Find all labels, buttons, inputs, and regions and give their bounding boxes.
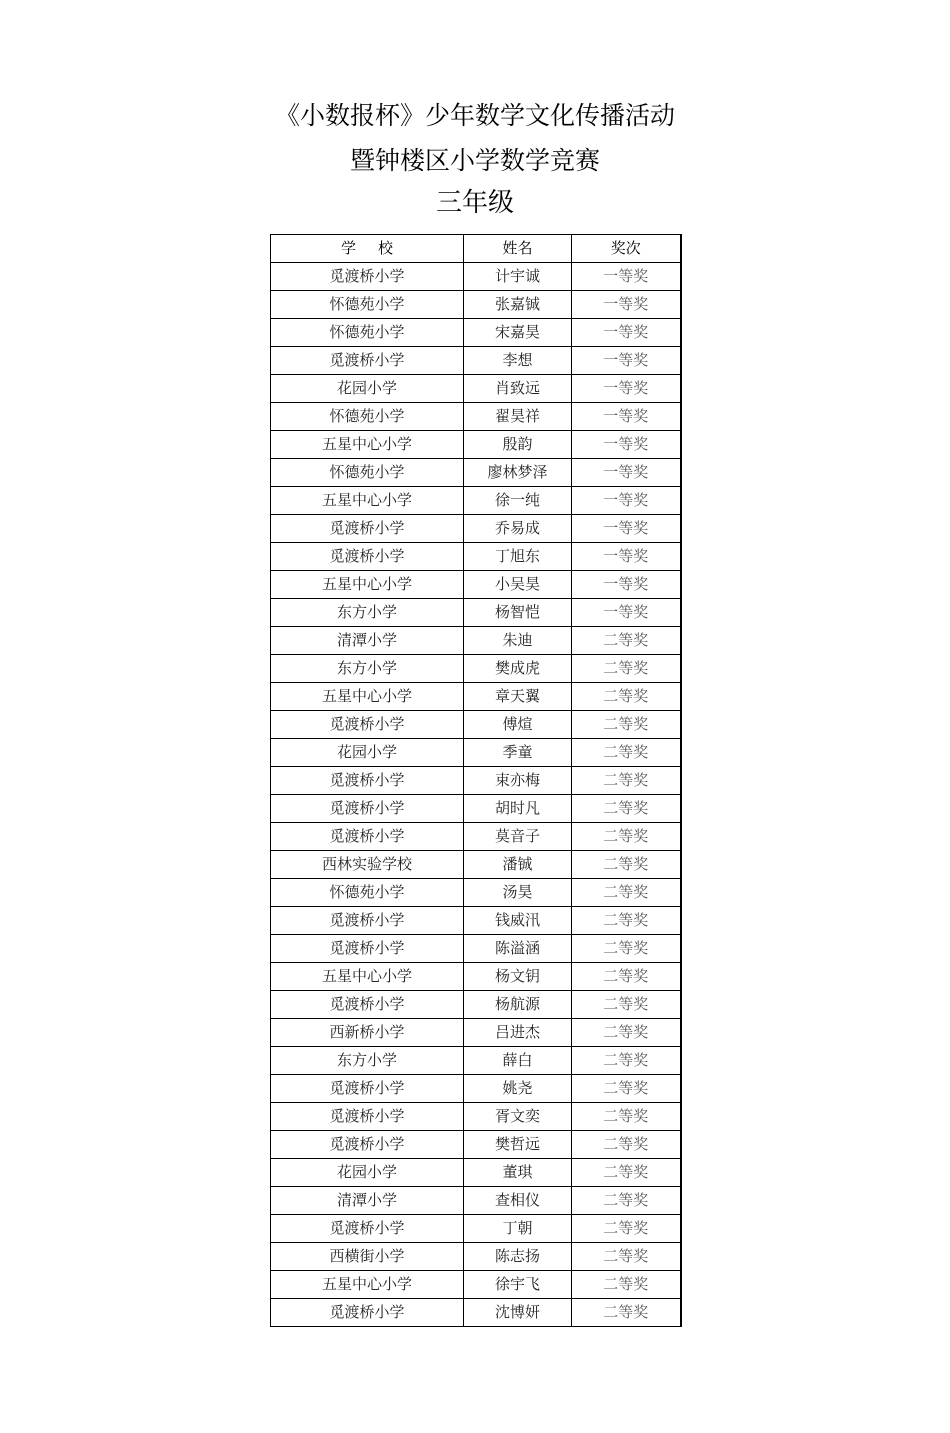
table-row bbox=[271, 599, 681, 627]
school-cell: 觅渡桥小学 bbox=[271, 935, 464, 963]
school-cell: 东方小学 bbox=[271, 655, 464, 683]
table-row bbox=[271, 1187, 681, 1215]
student-name-cell: 丁旭东 bbox=[464, 543, 572, 571]
school-cell: 西新桥小学 bbox=[271, 1019, 464, 1047]
award-cell: 二等奖 bbox=[572, 1159, 681, 1187]
school-cell: 花园小学 bbox=[271, 375, 464, 403]
school-cell: 西林实验学校 bbox=[271, 851, 464, 879]
school-cell: 五星中心小学 bbox=[271, 1271, 464, 1299]
table-row bbox=[271, 711, 681, 739]
table-row bbox=[271, 1019, 681, 1047]
school-cell: 觅渡桥小学 bbox=[271, 767, 464, 795]
student-name-cell: 薛白 bbox=[464, 1047, 572, 1075]
school-cell: 觅渡桥小学 bbox=[271, 711, 464, 739]
table-row bbox=[271, 683, 681, 711]
student-name-cell: 董琪 bbox=[464, 1159, 572, 1187]
award-cell: 二等奖 bbox=[572, 683, 681, 711]
award-cell: 一等奖 bbox=[572, 263, 681, 291]
award-cell: 二等奖 bbox=[572, 627, 681, 655]
school-cell: 五星中心小学 bbox=[271, 571, 464, 599]
table-row bbox=[271, 403, 681, 431]
award-cell: 二等奖 bbox=[572, 1187, 681, 1215]
student-name-cell: 丁朝 bbox=[464, 1215, 572, 1243]
award-cell: 二等奖 bbox=[572, 1131, 681, 1159]
school-cell: 东方小学 bbox=[271, 1047, 464, 1075]
table-row bbox=[271, 543, 681, 571]
award-cell: 一等奖 bbox=[572, 459, 681, 487]
table-body bbox=[271, 263, 681, 1327]
table-row bbox=[271, 1103, 681, 1131]
table-row bbox=[271, 795, 681, 823]
award-cell: 一等奖 bbox=[572, 571, 681, 599]
school-cell: 觅渡桥小学 bbox=[271, 263, 464, 291]
school-cell: 五星中心小学 bbox=[271, 683, 464, 711]
table-row bbox=[271, 263, 681, 291]
award-cell: 二等奖 bbox=[572, 963, 681, 991]
award-cell: 一等奖 bbox=[572, 431, 681, 459]
school-cell: 清潭小学 bbox=[271, 627, 464, 655]
student-name-cell: 钱威汛 bbox=[464, 907, 572, 935]
school-cell: 清潭小学 bbox=[271, 1187, 464, 1215]
award-cell: 二等奖 bbox=[572, 823, 681, 851]
table-row bbox=[271, 879, 681, 907]
table-row bbox=[271, 347, 681, 375]
student-name-cell: 杨智恺 bbox=[464, 599, 572, 627]
table-row bbox=[271, 459, 681, 487]
title-line-competition: 暨钟楼区小学数学竞赛 bbox=[349, 146, 600, 175]
table-row bbox=[271, 907, 681, 935]
award-results-table bbox=[270, 234, 682, 1327]
student-name-cell: 查相仪 bbox=[464, 1187, 572, 1215]
award-cell: 一等奖 bbox=[572, 599, 681, 627]
school-cell: 觅渡桥小学 bbox=[271, 907, 464, 935]
table-header bbox=[271, 235, 681, 263]
school-cell: 觅渡桥小学 bbox=[271, 823, 464, 851]
table-row bbox=[271, 963, 681, 991]
award-cell: 二等奖 bbox=[572, 935, 681, 963]
student-name-cell: 宋嘉昊 bbox=[464, 319, 572, 347]
school-cell: 怀德苑小学 bbox=[271, 403, 464, 431]
table-row bbox=[271, 1075, 681, 1103]
school-cell: 觅渡桥小学 bbox=[271, 1299, 464, 1327]
table-row bbox=[271, 291, 681, 319]
award-cell: 二等奖 bbox=[572, 767, 681, 795]
award-cell: 一等奖 bbox=[572, 319, 681, 347]
student-name-cell: 束亦梅 bbox=[464, 767, 572, 795]
school-cell: 西横街小学 bbox=[271, 1243, 464, 1271]
table-row bbox=[271, 515, 681, 543]
school-cell: 觅渡桥小学 bbox=[271, 795, 464, 823]
table-row bbox=[271, 823, 681, 851]
student-name-cell: 肖致远 bbox=[464, 375, 572, 403]
student-name-cell: 樊哲远 bbox=[464, 1131, 572, 1159]
award-cell: 二等奖 bbox=[572, 1215, 681, 1243]
award-cell: 二等奖 bbox=[572, 879, 681, 907]
student-name-cell: 季童 bbox=[464, 739, 572, 767]
table-row bbox=[271, 375, 681, 403]
school-cell: 花园小学 bbox=[271, 1159, 464, 1187]
student-name-cell: 张嘉铖 bbox=[464, 291, 572, 319]
award-cell: 二等奖 bbox=[572, 991, 681, 1019]
award-cell: 二等奖 bbox=[572, 851, 681, 879]
award-cell: 一等奖 bbox=[572, 375, 681, 403]
school-cell: 觅渡桥小学 bbox=[271, 1103, 464, 1131]
student-name-cell: 潘铖 bbox=[464, 851, 572, 879]
student-name-cell: 樊成虎 bbox=[464, 655, 572, 683]
award-cell: 二等奖 bbox=[572, 1103, 681, 1131]
award-cell: 二等奖 bbox=[572, 795, 681, 823]
table-row bbox=[271, 1131, 681, 1159]
table-row bbox=[271, 487, 681, 515]
column-header-name: 姓名 bbox=[464, 235, 572, 263]
school-cell: 东方小学 bbox=[271, 599, 464, 627]
table-row bbox=[271, 991, 681, 1019]
table-row bbox=[271, 627, 681, 655]
table-row bbox=[271, 1271, 681, 1299]
student-name-cell: 汤昊 bbox=[464, 879, 572, 907]
student-name-cell: 廖林梦泽 bbox=[464, 459, 572, 487]
column-header-school bbox=[271, 235, 464, 263]
table-row bbox=[271, 655, 681, 683]
student-name-cell: 陈溢涵 bbox=[464, 935, 572, 963]
student-name-cell: 姚尧 bbox=[464, 1075, 572, 1103]
table-row bbox=[271, 739, 681, 767]
student-name-cell: 杨文钥 bbox=[464, 963, 572, 991]
school-cell: 怀德苑小学 bbox=[271, 319, 464, 347]
school-cell: 五星中心小学 bbox=[271, 487, 464, 515]
table-row bbox=[271, 1299, 681, 1327]
school-cell: 怀德苑小学 bbox=[271, 291, 464, 319]
award-cell: 二等奖 bbox=[572, 1271, 681, 1299]
table-header-row bbox=[271, 235, 681, 263]
table-row bbox=[271, 1159, 681, 1187]
student-name-cell: 殷韵 bbox=[464, 431, 572, 459]
title-line-event: 《小数报杯》少年数学文化传播活动 bbox=[274, 101, 675, 130]
student-name-cell: 陈志扬 bbox=[464, 1243, 572, 1271]
award-cell: 一等奖 bbox=[572, 515, 681, 543]
title-line-grade: 三年级 bbox=[435, 188, 514, 218]
table-row bbox=[271, 431, 681, 459]
student-name-cell: 翟昊祥 bbox=[464, 403, 572, 431]
school-cell: 怀德苑小学 bbox=[271, 459, 464, 487]
award-cell: 二等奖 bbox=[572, 711, 681, 739]
table-row bbox=[271, 851, 681, 879]
award-cell: 一等奖 bbox=[572, 291, 681, 319]
table-row bbox=[271, 1047, 681, 1075]
student-name-cell: 朱迪 bbox=[464, 627, 572, 655]
award-cell: 二等奖 bbox=[572, 655, 681, 683]
award-cell: 一等奖 bbox=[572, 403, 681, 431]
student-name-cell: 莫音子 bbox=[464, 823, 572, 851]
student-name-cell: 章天翼 bbox=[464, 683, 572, 711]
award-cell: 二等奖 bbox=[572, 1075, 681, 1103]
student-name-cell: 胡时凡 bbox=[464, 795, 572, 823]
school-cell: 怀德苑小学 bbox=[271, 879, 464, 907]
award-cell: 二等奖 bbox=[572, 1243, 681, 1271]
table-row bbox=[271, 935, 681, 963]
student-name-cell: 沈博妍 bbox=[464, 1299, 572, 1327]
school-cell: 五星中心小学 bbox=[271, 963, 464, 991]
school-cell: 觅渡桥小学 bbox=[271, 543, 464, 571]
student-name-cell: 胥文奕 bbox=[464, 1103, 572, 1131]
table-row bbox=[271, 319, 681, 347]
column-header-school-label: 学校 bbox=[340, 239, 415, 257]
student-name-cell: 徐一纯 bbox=[464, 487, 572, 515]
school-cell: 花园小学 bbox=[271, 739, 464, 767]
student-name-cell: 杨航源 bbox=[464, 991, 572, 1019]
student-name-cell: 徐宇飞 bbox=[464, 1271, 572, 1299]
award-cell: 二等奖 bbox=[572, 1299, 681, 1327]
school-cell: 觅渡桥小学 bbox=[271, 991, 464, 1019]
award-cell: 一等奖 bbox=[572, 487, 681, 515]
award-cell: 一等奖 bbox=[572, 543, 681, 571]
table-row bbox=[271, 1215, 681, 1243]
student-name-cell: 傅煊 bbox=[464, 711, 572, 739]
school-cell: 觅渡桥小学 bbox=[271, 1075, 464, 1103]
school-cell: 觅渡桥小学 bbox=[271, 515, 464, 543]
award-cell: 一等奖 bbox=[572, 347, 681, 375]
student-name-cell: 吕进杰 bbox=[464, 1019, 572, 1047]
column-header-award: 奖次 bbox=[572, 235, 681, 263]
table-row bbox=[271, 767, 681, 795]
award-cell: 二等奖 bbox=[572, 907, 681, 935]
award-cell: 二等奖 bbox=[572, 739, 681, 767]
student-name-cell: 小吴昊 bbox=[464, 571, 572, 599]
student-name-cell: 李想 bbox=[464, 347, 572, 375]
table-row bbox=[271, 571, 681, 599]
school-cell: 觅渡桥小学 bbox=[271, 1131, 464, 1159]
school-cell: 觅渡桥小学 bbox=[271, 347, 464, 375]
school-cell: 五星中心小学 bbox=[271, 431, 464, 459]
student-name-cell: 乔易成 bbox=[464, 515, 572, 543]
award-cell: 二等奖 bbox=[572, 1047, 681, 1075]
award-cell: 二等奖 bbox=[572, 1019, 681, 1047]
table-row bbox=[271, 1243, 681, 1271]
student-name-cell: 计宇诚 bbox=[464, 263, 572, 291]
school-cell: 觅渡桥小学 bbox=[271, 1215, 464, 1243]
